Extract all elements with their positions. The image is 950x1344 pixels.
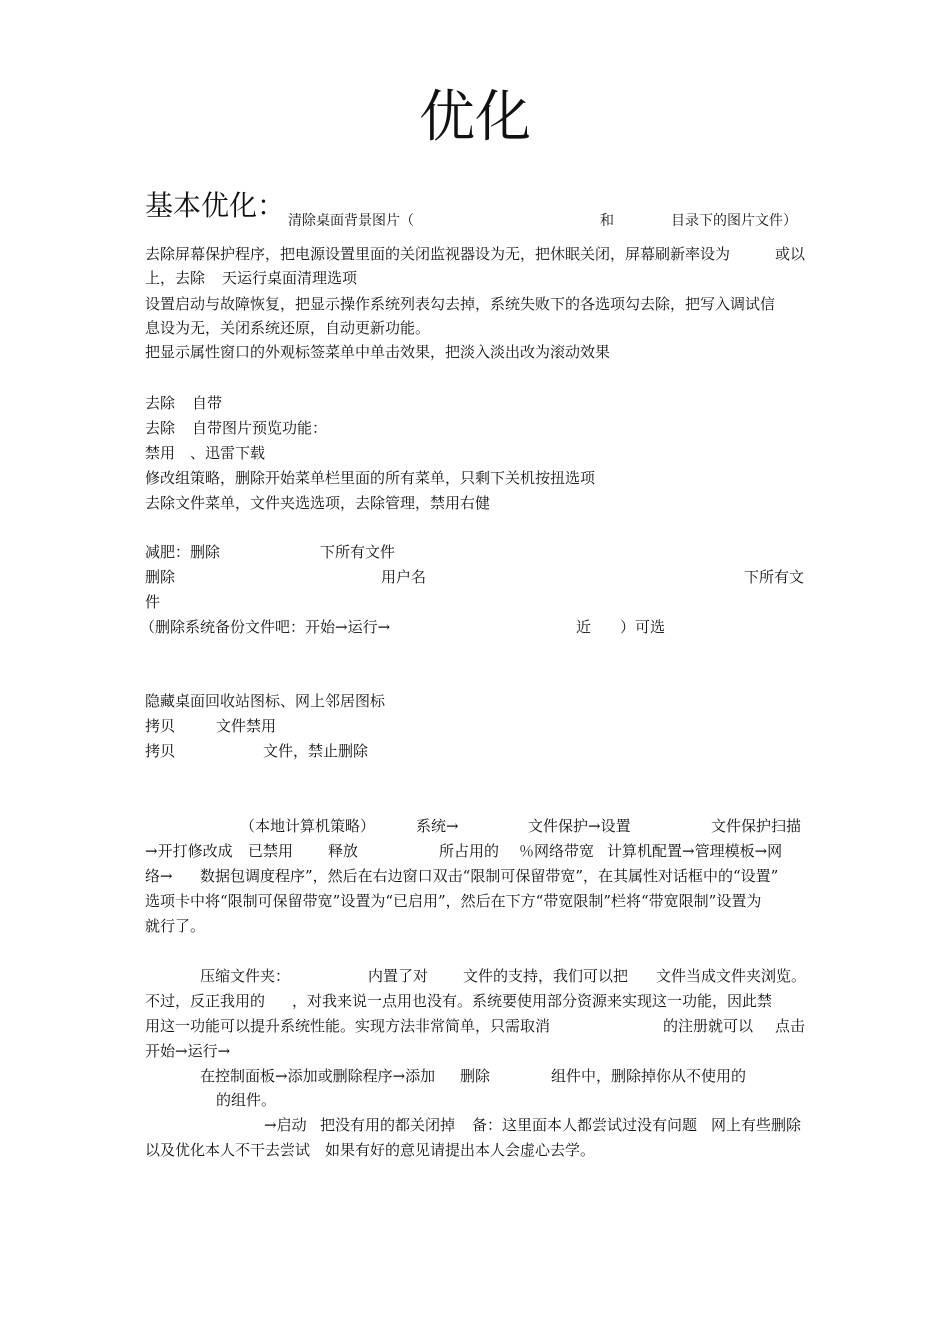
- text-fragment: 天运行桌面清理选项: [222, 269, 358, 287]
- text-fragment: 用户名: [381, 568, 427, 586]
- document-title: 优化: [419, 85, 531, 150]
- text-fragment: ％网络带宽: [519, 842, 595, 860]
- text-fragment: 的注册就可以: [663, 1017, 754, 1035]
- text-line: 就行了。: [145, 917, 206, 935]
- text-fragment: 计算机配置→管理模板→网: [607, 842, 783, 860]
- text-fragment: 和: [600, 213, 614, 229]
- text-fragment: 自带图片预览功能：: [192, 419, 328, 437]
- text-fragment: 文件禁用: [216, 717, 277, 735]
- text-fragment: 不过，反正我用的: [145, 992, 266, 1010]
- text-fragment: 在控制面板→添加或删除程序→添加: [200, 1067, 436, 1085]
- text-fragment: 拷贝: [145, 742, 176, 760]
- text-fragment: →开打修改成: [145, 842, 233, 860]
- text-fragment: 删除: [145, 568, 176, 586]
- text-line: 选项卡中将“限制可保留带宽”设置为“已启用”，然后在下方“带宽限制”栏将“带宽限制”设置为: [145, 892, 762, 910]
- text-line: 设置启动与故障恢复，把显示操作系统列表勾去掉，系统失败下的各选项勾去除，把写入调试信: [145, 295, 776, 313]
- text-fragment: 禁用: [145, 444, 176, 462]
- text-fragment: 文件保护扫描: [711, 817, 802, 835]
- text-fragment: ）可选: [620, 618, 666, 636]
- text-fragment: 去除: [145, 419, 176, 437]
- text-fragment: 组件中，删除掉你从不使用的: [551, 1067, 747, 1085]
- text-fragment: 系统→: [416, 817, 459, 835]
- text-fragment: 如果有好的意见请提出本人会虚心去学。: [325, 1141, 596, 1159]
- text-fragment: 以及优化本人不干去尝试: [145, 1141, 311, 1159]
- text-line: 件: [145, 593, 161, 611]
- text-fragment: 备：这里面本人都尝试过没有问题: [472, 1116, 698, 1134]
- text-fragment: 把没有用的都关闭掉: [320, 1116, 456, 1134]
- text-fragment: 网上有些删除: [711, 1116, 802, 1134]
- text-fragment: 文件当成文件夹浏览。: [656, 967, 807, 985]
- text-fragment: 已禁用: [248, 842, 294, 860]
- text-fragment: 所占用的: [439, 842, 500, 860]
- text-line: 去除屏幕保护程序，把电源设置里面的关闭监视器设为无，把休眠关闭，屏幕刷新率设为: [145, 245, 731, 263]
- text-fragment: （本地计算机策略）: [240, 817, 376, 835]
- text-line: 修改组策略，删除开始菜单栏里面的所有菜单，只剩下关机按扭选项: [145, 469, 596, 487]
- text-fragment: ，对我来说一点用也没有。系统要使用部分资源来实现这一功能，因此禁: [292, 992, 773, 1010]
- text-fragment: 减肥：删除: [145, 543, 221, 561]
- text-fragment: 数据包调度程序”，然后在右边窗口双击“限制可保留带宽”，在其属性对话框中的“设置”: [200, 867, 779, 885]
- text-fragment: 下所有文件: [320, 543, 396, 561]
- text-line: 息设为无，关闭系统还原，自动更新功能。: [145, 319, 431, 337]
- text-fragment: 近: [576, 618, 592, 636]
- section-heading: 基本优化：: [145, 189, 286, 222]
- text-line: 去除文件菜单，文件夹选选项，去除管理，禁用右健: [145, 494, 491, 512]
- text-fragment: 文件，禁止删除: [263, 742, 369, 760]
- text-line: 隐藏桌面回收站图标、网上邻居图标: [145, 692, 386, 710]
- text-fragment: 拷贝: [145, 717, 176, 735]
- text-fragment: 文件保护→设置: [528, 817, 631, 835]
- text-fragment: 上，去除: [145, 269, 206, 287]
- text-fragment: 或以: [775, 245, 806, 263]
- text-fragment: 去除: [145, 394, 176, 412]
- text-fragment: 用这一功能可以提升系统性能。实现方法非常简单，只需取消: [145, 1017, 551, 1035]
- text-fragment: 内置了对: [368, 967, 429, 985]
- text-line: 开始→运行→: [145, 1042, 231, 1060]
- text-line: 的组件。: [216, 1091, 277, 1109]
- text-fragment: 目录下的图片文件）: [671, 213, 797, 229]
- text-fragment: 删除: [460, 1067, 491, 1085]
- text-fragment: →启动: [264, 1116, 307, 1134]
- text-fragment: 络→: [145, 867, 173, 885]
- text-fragment: 点击: [775, 1017, 806, 1035]
- text-fragment: 压缩文件夹：: [200, 967, 291, 985]
- text-line: 把显示属性窗口的外观标签菜单中单击效果，把淡入淡出改为滚动效果: [145, 343, 611, 361]
- text-fragment: 文件的支持，我们可以把: [463, 967, 629, 985]
- text-fragment: 下所有文: [744, 568, 805, 586]
- text-fragment: 、迅雷下载: [190, 444, 266, 462]
- text-fragment: 自带: [192, 394, 223, 412]
- text-fragment: （删除系统备份文件吧：开始→运行→: [140, 618, 391, 636]
- text-fragment: 清除桌面背景图片（: [288, 213, 414, 229]
- text-fragment: 释放: [328, 842, 359, 860]
